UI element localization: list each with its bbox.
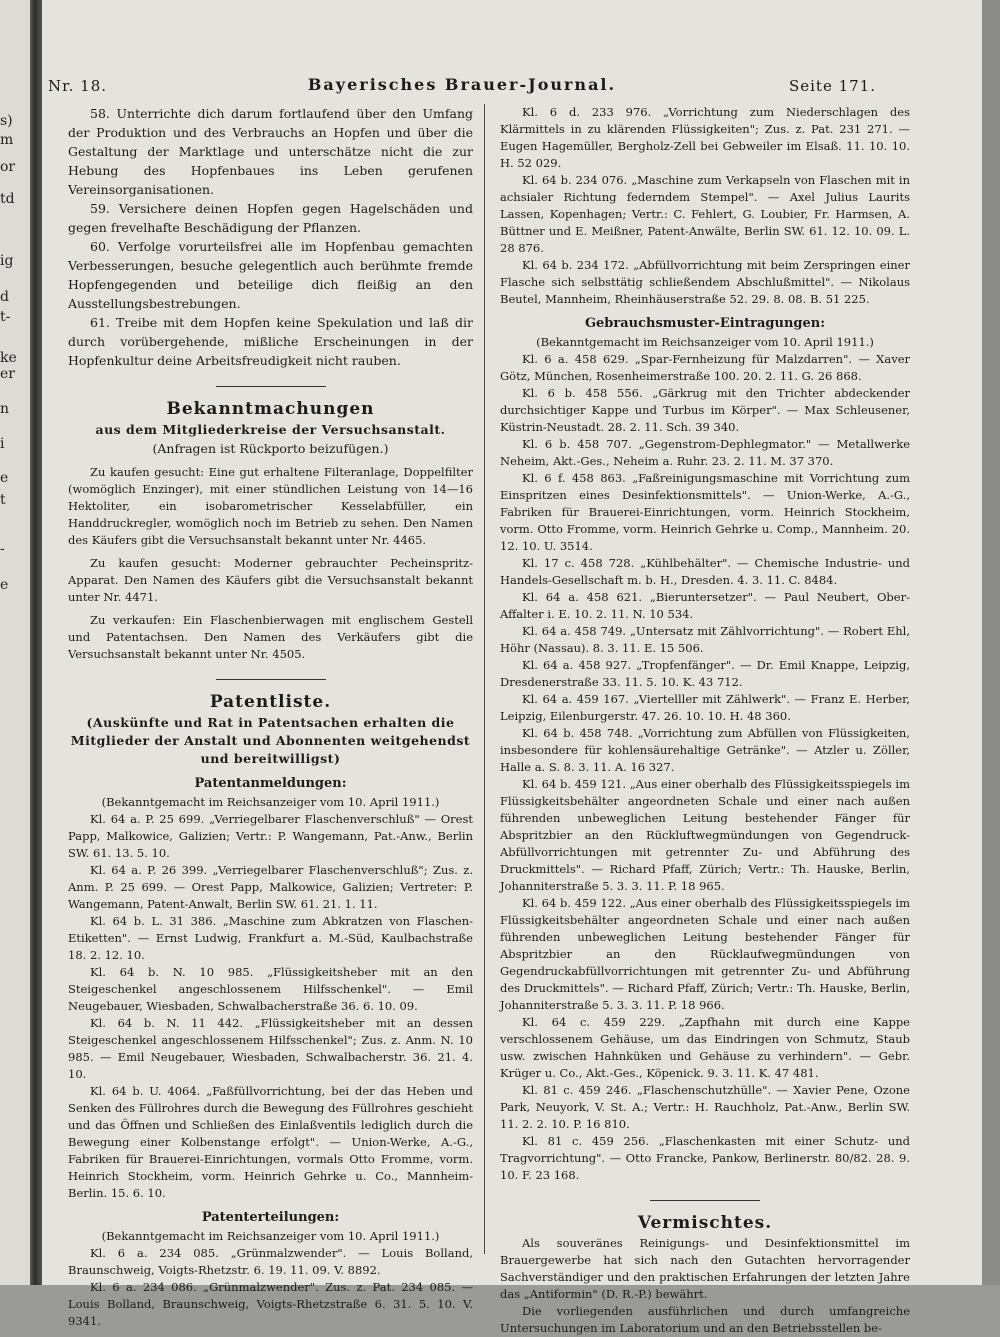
utility-model-entry: Kl. 64 b. 458 748. „Vorrichtung zum Abfüllen von Flüssigkeiten, insbesondere für kohlensäurehaltige Getränke". — Atzler u. Zöller, Halle a. S. 8. 3. 11. A. 16 327. (500, 726, 910, 774)
patent-entry: Kl. 6 a. 234 085. „Grünmalzwender". — Louis Bolland, Braunschweig, Voigts-Rhetzstr. 6. 19. 11. 09. V. 8892. (68, 1246, 473, 1277)
subsection-title: Gebrauchsmuster-Eintragungen: (584, 316, 826, 331)
utility-model-entry: Kl. 64 a. 458 749. „Untersatz mit Zählvorrichtung". — Robert Ehl, Höhr (Nassau). 8. 3. 11. E. 15 506. (500, 624, 910, 655)
subsection-title: Patentanmeldungen: (194, 776, 347, 791)
classified-ad: Zu kaufen gesucht: Moderner gebrauchter Pecheinspritz-Apparat. Den Namen des Käufers gibt die Versuchsanstalt bekannt unter Nr. 4471. (68, 556, 473, 604)
previous-page-edge (0, 0, 30, 1285)
left-column (68, 104, 473, 1330)
margin-fragment: ig (0, 253, 14, 269)
patent-entry: Kl. 64 a. P. 26 399. „Verriegelbarer Flaschenverschluß"; Zus. z. Anm. P. 25 699. — Orest Papp, Malkowice, Galizien; Vertreter: P. Wangemann, Patent-Anwalt, Berlin SW. 61. 21. 1. 11. (68, 863, 473, 911)
utility-model-entry: Kl. 64 a. 458 927. „Tropfenfänger". — Dr. Emil Knappe, Leipzig, Dresdenerstraße 33. 11. 5. 10. K. 43 712. (500, 658, 910, 689)
book-binding (30, 0, 42, 1285)
margin-fragment: s) (0, 113, 13, 129)
utility-model-entry: Kl. 64 b. 459 122. „Aus einer oberhalb des Flüssigkeitsspiegels im Flüssigkeitsbehälter angeordneten Schale und einer nach außen führenden unbeweglichen Leitung bestehender Fänger für Abspritzbier an den Rücklaufwegmündungen von Gegendruckabfüllvorrichtungen mit getrennter Zu- und Abführung des Druckmittels". — Richard Pfaff, Zürich; Vertr.: Th. Hauske, Berlin, Johanniterstraße 5. 3. 3. 11. P. 18 966. (500, 896, 910, 1012)
patent-entry: Kl. 6 a. 234 086. „Grünmalzwender". Zus. z. Pat. 234 085. — Louis Bolland, Braunschweig, Voigts-Rhetzstraße 6. 31. 5. 10. V. 9341. (68, 1280, 473, 1328)
column-divider (484, 104, 485, 1254)
utility-model-entry: Kl. 6 b. 458 556. „Gärkrug mit den Trichter abdeckender durchsichtiger Kappe und Turbus im Körper". — Max Schleusener, Küstrin-Neustadt. 28. 2. 11. Sch. 39 340. (500, 386, 910, 434)
page-number: Seite 171. (788, 77, 876, 95)
patent-entry: Kl. 64 b. N. 10 985. „Flüssigkeitsheber mit an den Steigeschenkel angeschlossenem Hilfsschenkel". — Emil Neugebauer, Wiesbaden, Schwalbacherstraße 36. 6. 10. 09. (68, 965, 473, 1013)
section-note: (Bekanntgemacht im Reichsanzeiger vom 10. April 1911.) (101, 795, 440, 809)
patent-entry: Kl. 64 b. L. 31 386. „Maschine zum Abkratzen von Flaschen-Etiketten". — Ernst Ludwig, Frankfurt a. M.-Süd, Kaulbachstraße 18. 2. 12. 10. (68, 914, 473, 962)
patent-entry: Kl. 6 d. 233 976. „Vorrichtung zum Niederschlagen des Klärmittels in zu klärenden Flüssigkeiten"; Zus. z. Pat. 231 271. — Eugen Hagemüller, Bergholz-Zell bei Gebweiler im Elsaß. 11. 10. 10. H. 52 029. (500, 105, 910, 170)
utility-model-entry: Kl. 6 a. 458 629. „Spar-Fernheizung für Malzdarren". — Xaver Götz, München, Rosenheimerstraße 100. 20. 2. 11. G. 26 868. (500, 352, 910, 383)
utility-model-entry: Kl. 64 c. 459 229. „Zapfhahn mit durch eine Kappe verschlossenem Gehäuse, um das Eindringen von Schmutz, Staub usw. zwischen Hahnküken und Gehäuse zu verhindern". — Gebr. Krüger u. Co., Akt.-Ges., Köpenick. 9. 3. 11. K. 47 481. (500, 1015, 910, 1080)
utility-model-entry: Kl. 6 f. 458 863. „Faßreinigungsmaschine mit Vorrichtung zum Einspritzen eines Desinfektionsmittels". — Union-Werke, A.-G., Fabriken für Brauerei-Einrichtungen, vorm. Heinrich Stockheim, vorm. Otto Fromme, vorm. Heinrich Gehrke u. Comp., Mannheim. 20. 12. 10. U. 3514. (500, 471, 910, 553)
paragraph: 60. Verfolge vorurteilsfrei alle im Hopfenbau gemachten Verbesserungen, besuche gelegentlich auch berühmte fremde Hopfengegenden und beteilige dich fleißig an den Ausstellungsbestrebungen. (68, 239, 473, 311)
section-title: Bekanntmachungen (166, 399, 375, 419)
section-divider (216, 679, 326, 680)
paragraph: 61. Treibe mit dem Hopfen keine Spekulation und laß dir durch vorübergehende, mißliche Erscheinungen in der Hopfenkultur deine Arbeitsfreudigkeit nicht rauben. (68, 315, 473, 368)
margin-fragment: er (0, 366, 15, 382)
section-divider (650, 1200, 760, 1201)
patent-entry: Kl. 64 b. 234 076. „Maschine zum Verkapseln von Flaschen mit in achsialer Richtung federndem Stempel". — Axel Julius Laurits Lassen, Kopenhagen; Vertr.: C. Fehlert, G. Loubier, Fr. Harmsen, A. Büttner und E. Meißner, Patent-Anwälte, Berlin SW. 61. 12. 10. 09. L. 28 876. (500, 173, 910, 255)
classified-ad: Zu verkaufen: Ein Flaschenbierwagen mit englischem Gestell und Patentachsen. Den Namen des Verkäufers gibt die Versuchsanstalt bekannt unter Nr. 4505. (68, 613, 473, 661)
page-edge (982, 0, 1000, 1285)
section-note: (Bekanntgemacht im Reichsanzeiger vom 10. April 1911.) (536, 335, 874, 349)
margin-fragment: i (0, 436, 5, 452)
margin-fragment: t (0, 492, 6, 508)
margin-fragment: - (0, 541, 5, 557)
margin-fragment: n (0, 401, 10, 417)
running-header (48, 75, 876, 105)
utility-model-entry: Kl. 81 c. 459 256. „Flaschenkasten mit einer Schutz- und Tragvorrichtung". — Otto Francke, Pankow, Berlinerstr. 80/82. 28. 9. 10. F. 23 168. (500, 1134, 910, 1182)
patent-entry: Kl. 64 b. 234 172. „Abfüllvorrichtung mit beim Zerspringen einer Flasche sich selbsttätig schließendem Abschlußmittel". — Nikolaus Beutel, Mannheim, Rheinhäuserstraße 52. 29. 8. 08. B. 51 225. (500, 258, 910, 306)
paragraph: Als souveränes Reinigungs- und Desinfektionsmittel im Brauergewerbe hat sich nach den Gutachten hervorragender Sachverständiger und den praktischen Erfahrungen der letzten Jahre das „Antiformin" (D. R.-P.) bewährt. (500, 1236, 910, 1301)
section-title: Vermischtes. (637, 1213, 773, 1233)
section-subtitle: (Auskünfte und Rat in Patentsachen erhalten die Mitglieder der Anstalt und Abonnenten weitgehendst und bereitwilligst) (70, 715, 471, 766)
utility-model-entry: Kl. 64 b. 459 121. „Aus einer oberhalb des Flüssigkeitsspiegels im Flüssigkeitsbehälter angeordneten Schale und einer nach außen führenden unbeweglichen Leitung bestehender Fänger für Abspritzbier an den Rückluftwegmündungen von Gegendruck-Abfüllvorrichtungen mit getrennter Zu- und Abführung des Druckmittels". — Richard Pfaff, Zürich; Vertr.: Th. Hauske, Berlin, Johanniterstraße 5. 3. 3. 11. P. 18 965. (500, 777, 910, 893)
classified-ad: Zu kaufen gesucht: Eine gut erhaltene Filteranlage, Doppelfilter (womöglich Enzinger), mit einer stündlichen Leistung von 14—16 Hektoliter, ein isobarometrischer Kesselabfüller, ein Handdruckregler, womöglich noch im Betrieb zu sehen. Den Namen des Käufers gibt die Versuchsanstalt bekannt unter Nr. 4465. (68, 465, 473, 547)
section-title: Patentliste. (209, 692, 332, 712)
margin-fragment: or (0, 159, 16, 175)
issue-number: Nr. 18. (48, 77, 108, 95)
patent-entry: Kl. 64 a. P. 25 699. „Verriegelbarer Flaschenverschluß" — Orest Papp, Malkowice, Galizien; Vertr.: P. Wangemann, Pat.-Anw., Berlin SW. 61. 13. 5. 10. (68, 812, 473, 860)
paragraph: 58. Unterrichte dich darum fortlaufend über den Umfang der Produktion und des Verbrauchs an Hopfen und über die Gestaltung der Marktlage und unterschätze nicht die zur Hebung des Hopfenbaues ins Leben gerufenen Vereinsorganisationen. (68, 106, 473, 197)
paragraph: 59. Versichere deinen Hopfen gegen Hagelschäden und gegen frevelhafte Beschädigung der Pflanzen. (68, 201, 473, 235)
margin-fragment: e (0, 577, 9, 593)
margin-fragment: td (0, 191, 15, 207)
utility-model-entry: Kl. 17 c. 458 728. „Kühlbehälter". — Chemische Industrie- und Handels-Gesellschaft m. b. H., Dresden. 4. 3. 11. C. 8484. (500, 556, 910, 587)
patent-entry: Kl. 64 b. U. 4064. „Faßfüllvorrichtung, bei der das Heben und Senken des Füllrohres durch die Bewegung des Füllrohres geschieht und das Öffnen und Schließen des Einlaßventils lediglich durch die Bewegung einer Kolbenstange erfolgt". — Union-Werke, A.-G., Fabriken für Brauerei-Einrichtungen, vormals Otto Fromme, vorm. Heinrich Stockheim, vorm. Heinrich Gehrke u. Co., Mannheim-Berlin. 15. 6. 10. (68, 1084, 473, 1200)
section-note: (Bekanntgemacht im Reichsanzeiger vom 10. April 1911.) (101, 1229, 440, 1243)
section-note: (Anfragen ist Rückporto beizufügen.) (152, 441, 389, 456)
margin-fragment: t- (0, 309, 11, 325)
journal-title: Bayerisches Brauer-Journal. (307, 75, 617, 94)
utility-model-entry: Kl. 81 c. 459 246. „Flaschenschutzhülle". — Xavier Pene, Ozone Park, Neuyork, V. St. A.; Vertr.: H. Rauchholz, Pat.-Anw., Berlin SW. 11. 2. 2. 10. P. 16 810. (500, 1083, 910, 1131)
margin-fragment: ke (0, 350, 17, 366)
section-subtitle: aus dem Mitgliederkreise der Versuchsanstalt. (95, 422, 446, 437)
margin-fragment: d (0, 289, 9, 305)
right-column (500, 104, 910, 1337)
margin-fragment: e (0, 470, 9, 486)
utility-model-entry: Kl. 64 a. 458 621. „Bieruntersetzer". — Paul Neubert, Ober-Affalter i. E. 10. 2. 11. N. 10 534. (500, 590, 910, 621)
patent-entry: Kl. 64 b. N. 11 442. „Flüssigkeitsheber mit an dessen Steigeschenkel angeschlossenem Hilfsschenkel"; Zus. z. Anm. N. 10 985. — Emil Neugebauer, Wiesbaden, Schwalbacherstr. 36. 21. 4. 10. (68, 1016, 473, 1081)
utility-model-entry: Kl. 64 a. 459 167. „Viertelller mit Zählwerk". — Franz E. Herber, Leipzig, Eilenburgerstr. 47. 26. 10. 10. H. 48 360. (500, 692, 910, 723)
section-divider (216, 386, 326, 387)
paragraph: Die vorliegenden ausführlichen und durch umfangreiche Untersuchungen im Laboratorium und an den Betriebsstellen be- (500, 1304, 910, 1335)
margin-fragment: m (0, 132, 14, 148)
subsection-title: Patenterteilungen: (201, 1210, 340, 1225)
utility-model-entry: Kl. 6 b. 458 707. „Gegenstrom-Dephlegmator." — Metallwerke Neheim, Akt.-Ges., Neheim a. Ruhr. 23. 2. 11. M. 37 370. (500, 437, 910, 468)
